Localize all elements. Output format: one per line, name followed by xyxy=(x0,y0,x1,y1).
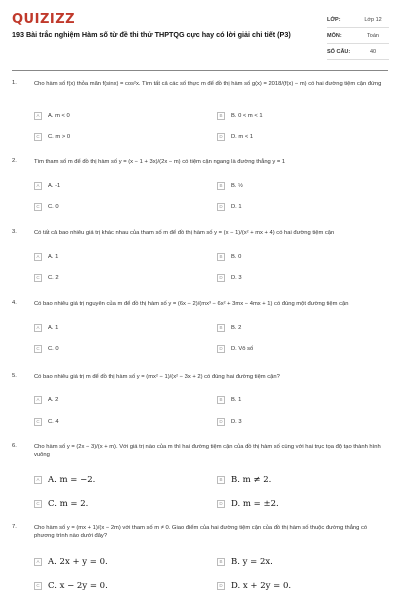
option-letter-box: D xyxy=(217,345,225,353)
option-text: D. 1 xyxy=(231,203,242,210)
option-b[interactable] xyxy=(217,556,273,567)
option-text: C. m = 2. xyxy=(48,498,89,509)
option-letter-box: C xyxy=(34,500,42,508)
option-letter-box: B xyxy=(217,253,225,261)
option-letter-box: B xyxy=(217,324,225,332)
option-text: A. 1 xyxy=(48,253,59,260)
option-b[interactable] xyxy=(217,322,241,333)
question-number: 5. xyxy=(12,373,17,379)
option-text: C. 2 xyxy=(48,274,59,281)
option-text: B. 2 xyxy=(231,324,242,331)
option-c[interactable] xyxy=(34,343,59,354)
question-text: Có bao nhiêu giá trị m để đồ thị hàm số y = (mx² − 1)/(x² − 3x + 2) có đúng hai đường tiệm cận? xyxy=(34,374,280,380)
meta-table xyxy=(327,12,389,60)
option-c[interactable] xyxy=(34,580,108,591)
option-letter-box: A xyxy=(34,396,42,404)
meta-value: Lớp 12 xyxy=(364,16,382,23)
option-letter-box: B xyxy=(217,558,225,566)
option-text: B. 0 xyxy=(231,253,242,260)
meta-key: SỐ CÂU: xyxy=(327,48,351,55)
option-letter-box: B xyxy=(217,112,225,120)
option-letter-box: A xyxy=(34,558,42,566)
option-text: C. x − 2y = 0. xyxy=(48,580,108,591)
meta-value: Toán xyxy=(367,32,379,39)
option-letter-box: B xyxy=(217,476,225,484)
option-d[interactable] xyxy=(217,416,242,427)
option-text: C. m > 0 xyxy=(48,133,71,140)
option-c[interactable] xyxy=(34,201,59,212)
header-divider xyxy=(12,70,388,71)
option-letter-box: D xyxy=(217,133,225,141)
option-a[interactable] xyxy=(34,322,58,333)
meta-value: 40 xyxy=(369,48,377,55)
option-letter-box: A xyxy=(34,253,42,261)
option-text: D. x + 2y = 0. xyxy=(231,580,292,591)
option-text: A. m = −2. xyxy=(48,474,96,485)
option-b[interactable] xyxy=(217,180,243,191)
option-letter-box: D xyxy=(217,582,225,590)
option-letter-box: D xyxy=(217,418,225,426)
option-text: C. 0 xyxy=(48,203,59,210)
option-b[interactable] xyxy=(217,394,241,405)
option-text: D. Vô số xyxy=(231,345,254,352)
question-number: 3. xyxy=(12,229,17,235)
option-c[interactable] xyxy=(34,416,59,427)
option-b[interactable] xyxy=(217,251,241,262)
meta-key: LỚP: xyxy=(327,16,341,23)
option-d[interactable] xyxy=(217,272,242,283)
option-text: A. 1 xyxy=(48,324,59,331)
question-number: 6. xyxy=(12,443,17,449)
option-letter-box: A xyxy=(34,182,42,190)
option-text: D. m = ±2. xyxy=(231,498,279,509)
meta-key: MÔN: xyxy=(327,32,342,39)
option-text: A. 2x + y = 0. xyxy=(48,556,108,567)
question-number: 2. xyxy=(12,158,17,164)
option-letter-box: A xyxy=(34,476,42,484)
question-text: Có tất cả bao nhiêu giá trị khác nhau của tham số m để đồ thị hàm số y = (x − 1)/(x² + mx + 4) có hai đường tiệm cận xyxy=(34,230,335,236)
option-letter-box: C xyxy=(34,345,42,353)
option-letter-box: D xyxy=(217,274,225,282)
option-a[interactable] xyxy=(34,110,70,121)
option-b[interactable] xyxy=(217,110,263,121)
question-text: Cho hàm số y = (2x − 3)/(x + m). Với giá trị nào của m thì hai đường tiệm cận của đồ thị hàm số cùng với hai trục tọa độ tạo thành hình vuông xyxy=(34,444,381,458)
option-c[interactable] xyxy=(34,498,88,509)
meta-row-class xyxy=(327,12,389,28)
option-d[interactable] xyxy=(217,201,242,212)
option-letter-box: B xyxy=(217,396,225,404)
option-text: A. m < 0 xyxy=(48,112,70,119)
option-letter-box: D xyxy=(217,500,225,508)
option-text: B. m ≠ 2. xyxy=(231,474,272,485)
option-d[interactable] xyxy=(217,498,279,509)
option-text: C. 4 xyxy=(48,418,59,425)
option-letter-box: C xyxy=(34,582,42,590)
option-text: A. 2 xyxy=(48,396,59,403)
option-letter-box: C xyxy=(34,274,42,282)
option-letter-box: C xyxy=(34,418,42,426)
meta-row-count xyxy=(327,44,389,60)
option-d[interactable] xyxy=(217,580,291,591)
page-title: 193 Bài trắc nghiệm Hàm số từ đề thi thử THPTQG cực hay có lời giải chi tiết (P3) xyxy=(12,30,291,39)
question-number: 7. xyxy=(12,524,17,530)
question-number: 1. xyxy=(12,80,17,86)
option-text: B. y = 2x. xyxy=(231,556,273,567)
question-text: Cho hàm số f(x) thỏa mãn f(sinx) = cos²x. Tìm tất cả các số thực m để đồ thị hàm số g(x) = 2018/(f(x) − m) có hai đường tiệm cận đứng xyxy=(34,81,382,87)
option-text: D. m < 1 xyxy=(231,133,254,140)
option-letter-box: A xyxy=(34,324,42,332)
option-text: D. 3 xyxy=(231,418,242,425)
option-a[interactable] xyxy=(34,251,58,262)
option-b[interactable] xyxy=(217,474,271,485)
question-text: Tìm tham số m để đồ thị hàm số y = (x − 1 + 3x)/(2x − m) có tiệm cận ngang là đường thẳng y = 1 xyxy=(34,159,286,165)
option-d[interactable] xyxy=(217,131,253,142)
option-text: B. ½ xyxy=(231,182,243,189)
option-letter-box: C xyxy=(34,133,42,141)
option-a[interactable] xyxy=(34,556,108,567)
option-text: C. 0 xyxy=(48,345,59,352)
question-number: 4. xyxy=(12,300,17,306)
option-text: A. -1 xyxy=(48,182,61,189)
option-a[interactable] xyxy=(34,474,95,485)
option-letter-box: C xyxy=(34,203,42,211)
quizizz-logo: QUIZIZZ xyxy=(12,12,76,27)
option-text: B. 0 < m < 1 xyxy=(231,112,263,119)
meta-row-subject xyxy=(327,28,389,44)
option-a[interactable] xyxy=(34,394,58,405)
question-text: Cho hàm số y = (mx + 1)/(x − 2m) với tham số m ≠ 0. Giao điểm của hai đường tiệm cận của đồ thị hàm số thuộc đường thẳng có phương trình nào dưới đây? xyxy=(34,525,368,539)
option-c[interactable] xyxy=(34,272,59,283)
option-letter-box: A xyxy=(34,112,42,120)
option-letter-box: D xyxy=(217,203,225,211)
option-text: D. 3 xyxy=(231,274,242,281)
option-a[interactable] xyxy=(34,180,60,191)
option-d[interactable] xyxy=(217,343,253,354)
option-text: B. 1 xyxy=(231,396,242,403)
option-letter-box: B xyxy=(217,182,225,190)
question-text: Có bao nhiêu giá trị nguyên của m để đồ thị hàm số y = (6x − 2)/(mx³ − 6x² + 3mx − 4mx + 1) có đúng một đường tiệm cận xyxy=(34,301,349,307)
option-c[interactable] xyxy=(34,131,70,142)
